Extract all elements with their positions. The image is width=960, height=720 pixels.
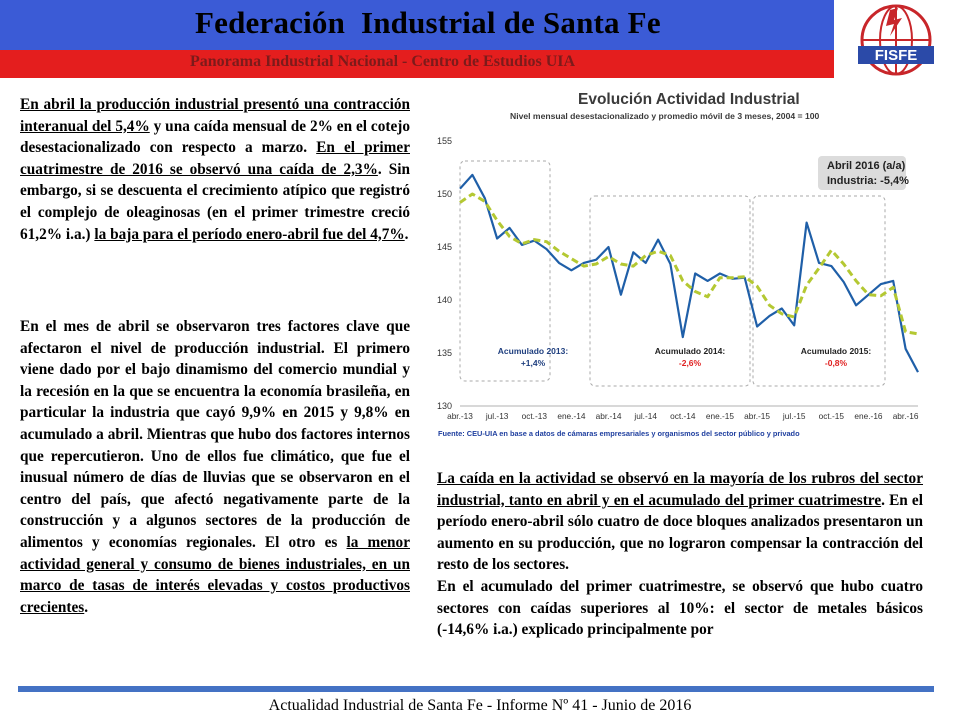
footer-divider	[18, 686, 934, 692]
callout-line2: Industria: -5,4%	[827, 175, 909, 187]
para1-s2: y una caída mensual de 2% en el cotejo desestacionalizado con respecto a marzo.	[20, 117, 410, 157]
acc-2015-value: -0,8%	[824, 358, 848, 368]
y-tick-label: 150	[436, 189, 452, 199]
x-tick-label: abr.-13	[447, 411, 473, 421]
period-box-2014	[590, 196, 750, 386]
x-tick-label: abr.-16	[892, 411, 919, 421]
chart-title: Evolución Actividad Industrial	[578, 91, 800, 108]
x-tick-label: ene.-15	[705, 411, 735, 421]
acc-2014-label: Acumulado 2014:	[654, 346, 726, 356]
acc-2013-label: Acumulado 2013:	[497, 346, 569, 356]
x-tick-label: oct.-14	[670, 411, 696, 421]
para1-s1: En abril la producción industrial presentó una contracción interanual del 5,4%	[20, 96, 410, 135]
left-paragraph-2	[20, 316, 410, 618]
para1-s4: . Sin embargo, si se descuenta el crecimiento atípico que registró el complejo de oleaginosas (en el primer trimestre creció 61,2% i.a.)	[20, 160, 410, 243]
y-tick-label: 140	[436, 295, 452, 305]
chart-source: Fuente: CEU-UIA en base a datos de cámaras empresariales y organismos del sector público y privado	[438, 429, 800, 438]
page-title: Federación Industrial de Santa Fe	[195, 5, 661, 40]
chart-subtitle: Nivel mensual desestacionalizado y promedio móvil de 3 meses, 2004 = 100	[510, 111, 820, 121]
left-paragraph-1	[20, 94, 410, 245]
x-tick-label: abr.-14	[595, 411, 622, 421]
right-para2: En el acumulado del primer cuatrimestre, se observó que hubo cuatro sectores con caídas superiores al 10%: el sector de metales básicos (-14,6% i.a.) explicado principalmente por	[437, 577, 923, 639]
x-tick-label: jul.-15	[782, 411, 806, 421]
page-subtitle: Panorama Industrial Nacional - Centro de Estudios UIA	[190, 53, 576, 70]
footer-text: Actualidad Industrial de Santa Fe - Informe Nº 41 - Junio de 2016	[268, 697, 692, 714]
x-tick-label: oct.-15	[818, 411, 845, 421]
x-tick-label: abr.-15	[744, 411, 771, 421]
para2-s2: la menor actividad general y consumo de bienes industriales, en un marco de tasas de interés elevadas y costos productivos crecientes	[20, 533, 410, 616]
y-tick-label: 155	[436, 136, 452, 146]
logo-text: FISFE	[874, 47, 918, 64]
acc-2014-value: -2,6%	[678, 358, 702, 368]
y-tick-label: 145	[436, 242, 452, 252]
y-axis	[437, 136, 452, 411]
para2-s1: En el mes de abril se observaron tres factores clave que afectaron el nivel de producción industrial. El primero viene dado por el bajo dinamismo del comercio mundial y la recesión en la que se encuentra la economía brasileña, en particular la industria que cayó 9,9% en 2015 y 9,8% en acumulado a abril. Mientras que hubo dos factores internos que repercutieron. Uno de ellos fue climático, que fue el inusual número de días de lluvias que se observaron en el centro del país, que afectó negativamente parte de la construcción y a algunos sectores de la producción de alimentos y economías regionales. El otro es	[20, 318, 410, 551]
y-tick-label: 130	[436, 401, 452, 411]
acc-2015-label: Acumulado 2015:	[800, 346, 872, 356]
series-moving-average-line	[460, 194, 918, 334]
callout-line1: Abril 2016 (a/a)	[827, 160, 906, 172]
x-tick-label: oct.-13	[521, 411, 547, 421]
y-tick-label: 135	[436, 348, 452, 358]
fisfe-logo	[840, 2, 952, 84]
para1-s3: En el primer cuatrimestre de 2016 se observó una caída de 2,3%	[20, 139, 410, 178]
x-tick-label: ene.-16	[854, 411, 883, 421]
acc-2013-value: +1,4%	[520, 358, 546, 368]
para2-s3: .	[84, 598, 89, 616]
activity-chart	[430, 86, 935, 441]
right-para1-s2: . En el período enero-abril sólo cuatro de doce bloques analizados presentaron un aumento en su producción, que no lograron compensar la contracción del resto de los sectores.	[437, 491, 923, 574]
x-axis	[447, 406, 919, 421]
right-paragraphs	[437, 468, 923, 641]
para1-s5: la baja para el período enero-abril fue del 4,7%	[94, 225, 405, 243]
x-tick-label: jul.-14	[634, 411, 657, 421]
x-tick-label: jul.-13	[485, 411, 509, 421]
chart-series	[460, 175, 918, 372]
x-tick-label: ene.-14	[557, 411, 586, 421]
right-para1-s1: La caída en la actividad se observó en la mayoría de los rubros del sector industrial, tanto en abril y en el acumulado del primer cuatrimestre	[437, 470, 923, 509]
para1-s6: .	[404, 225, 409, 243]
